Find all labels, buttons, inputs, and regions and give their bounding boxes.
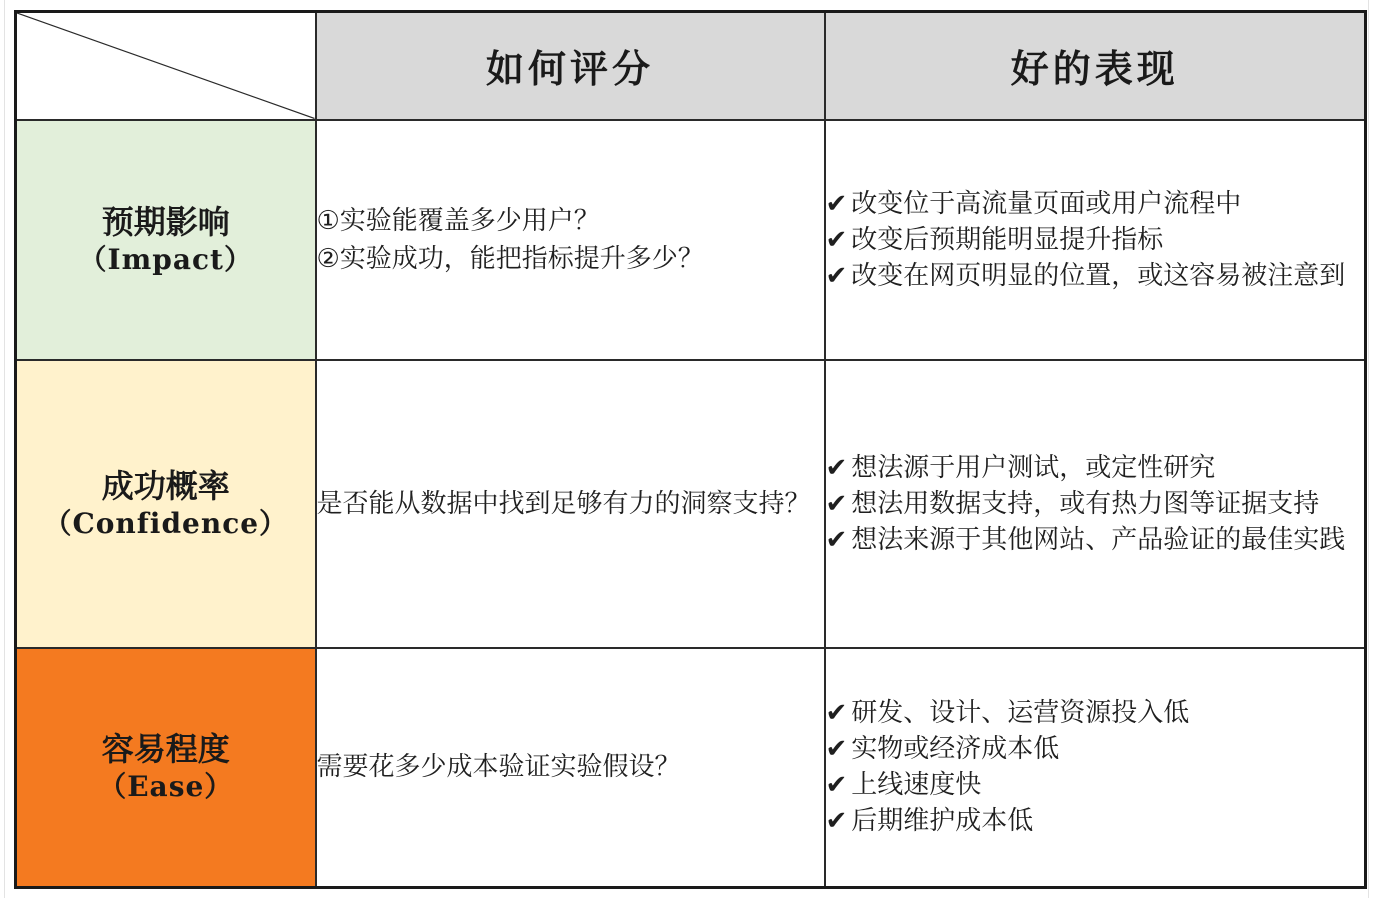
good-item-text: 上线速度快 [851,770,982,801]
how-line: ①实验能覆盖多少用户？ [316,205,600,236]
list-item [826,486,1365,522]
how-line: 是否能从数据中找到足够有力的洞察支持？ [316,488,811,519]
good-item-text: 想法源于用户测试，或定性研究 [851,452,1216,483]
check-icon: ✔ [825,452,848,483]
list-item [826,186,1365,222]
table-row-ease [16,648,1366,888]
good-cell-ease [825,648,1366,888]
good-item-text: 想法来源于其他网站、产品验证的最佳实践 [851,524,1346,555]
list-item [826,731,1365,767]
how-cell-impact [316,120,825,360]
row-label-en: （Impact） [78,242,253,276]
corner-cell [16,12,316,120]
good-item-text: 实物或经济成本低 [851,734,1060,765]
how-cell-confidence [316,360,825,648]
how-line: 需要花多少成本验证实验假设？ [316,752,681,783]
table-row-impact [16,120,1366,360]
ice-scoring-table [14,10,1367,889]
good-item-text: 改变位于高流量页面或用户流程中 [851,188,1242,219]
row-label-zh: 成功概率 [101,466,230,505]
check-icon: ✔ [825,698,848,729]
table-row-confidence [16,360,1366,648]
column-header-good: 好的表现 [825,12,1366,120]
row-label-zh: 预期影响 [101,202,230,241]
row-label-impact [16,120,316,360]
check-icon: ✔ [825,524,848,555]
good-item-text: 改变后预期能明显提升指标 [851,224,1164,255]
check-icon: ✔ [825,188,848,219]
column-header-how: 如何评分 [316,12,825,120]
header-row [16,12,1366,120]
good-item-text: 后期维护成本低 [851,806,1034,837]
check-icon: ✔ [825,734,848,765]
check-icon: ✔ [825,806,848,837]
good-cell-confidence [825,360,1366,648]
good-item-text: 想法用数据支持，或有热力图等证据支持 [851,488,1320,519]
check-icon: ✔ [825,488,848,519]
check-icon: ✔ [825,770,848,801]
row-label-zh: 容易程度 [101,730,230,769]
diagonal-divider [17,13,315,119]
row-label-en: （Ease） [98,770,234,804]
how-line: ②实验成功，能把指标提升多少？ [316,243,704,274]
good-item-text: 改变在网页明显的位置，或这容易被注意到 [851,260,1346,291]
list-item [826,522,1365,558]
good-cell-impact [825,120,1366,360]
row-label-en: （Confidence） [43,506,289,540]
check-icon: ✔ [825,224,848,255]
row-label-confidence [16,360,316,648]
how-cell-ease [316,648,825,888]
list-item [826,258,1365,294]
row-label-ease [16,648,316,888]
list-item [826,767,1365,803]
list-item [826,222,1365,258]
list-item [826,695,1365,731]
list-item [826,803,1365,839]
sheet-gridline [1368,0,1369,898]
check-icon: ✔ [825,260,848,291]
sheet-gridline [4,0,5,898]
good-item-text: 研发、设计、运营资源投入低 [851,698,1190,729]
list-item [826,450,1365,486]
